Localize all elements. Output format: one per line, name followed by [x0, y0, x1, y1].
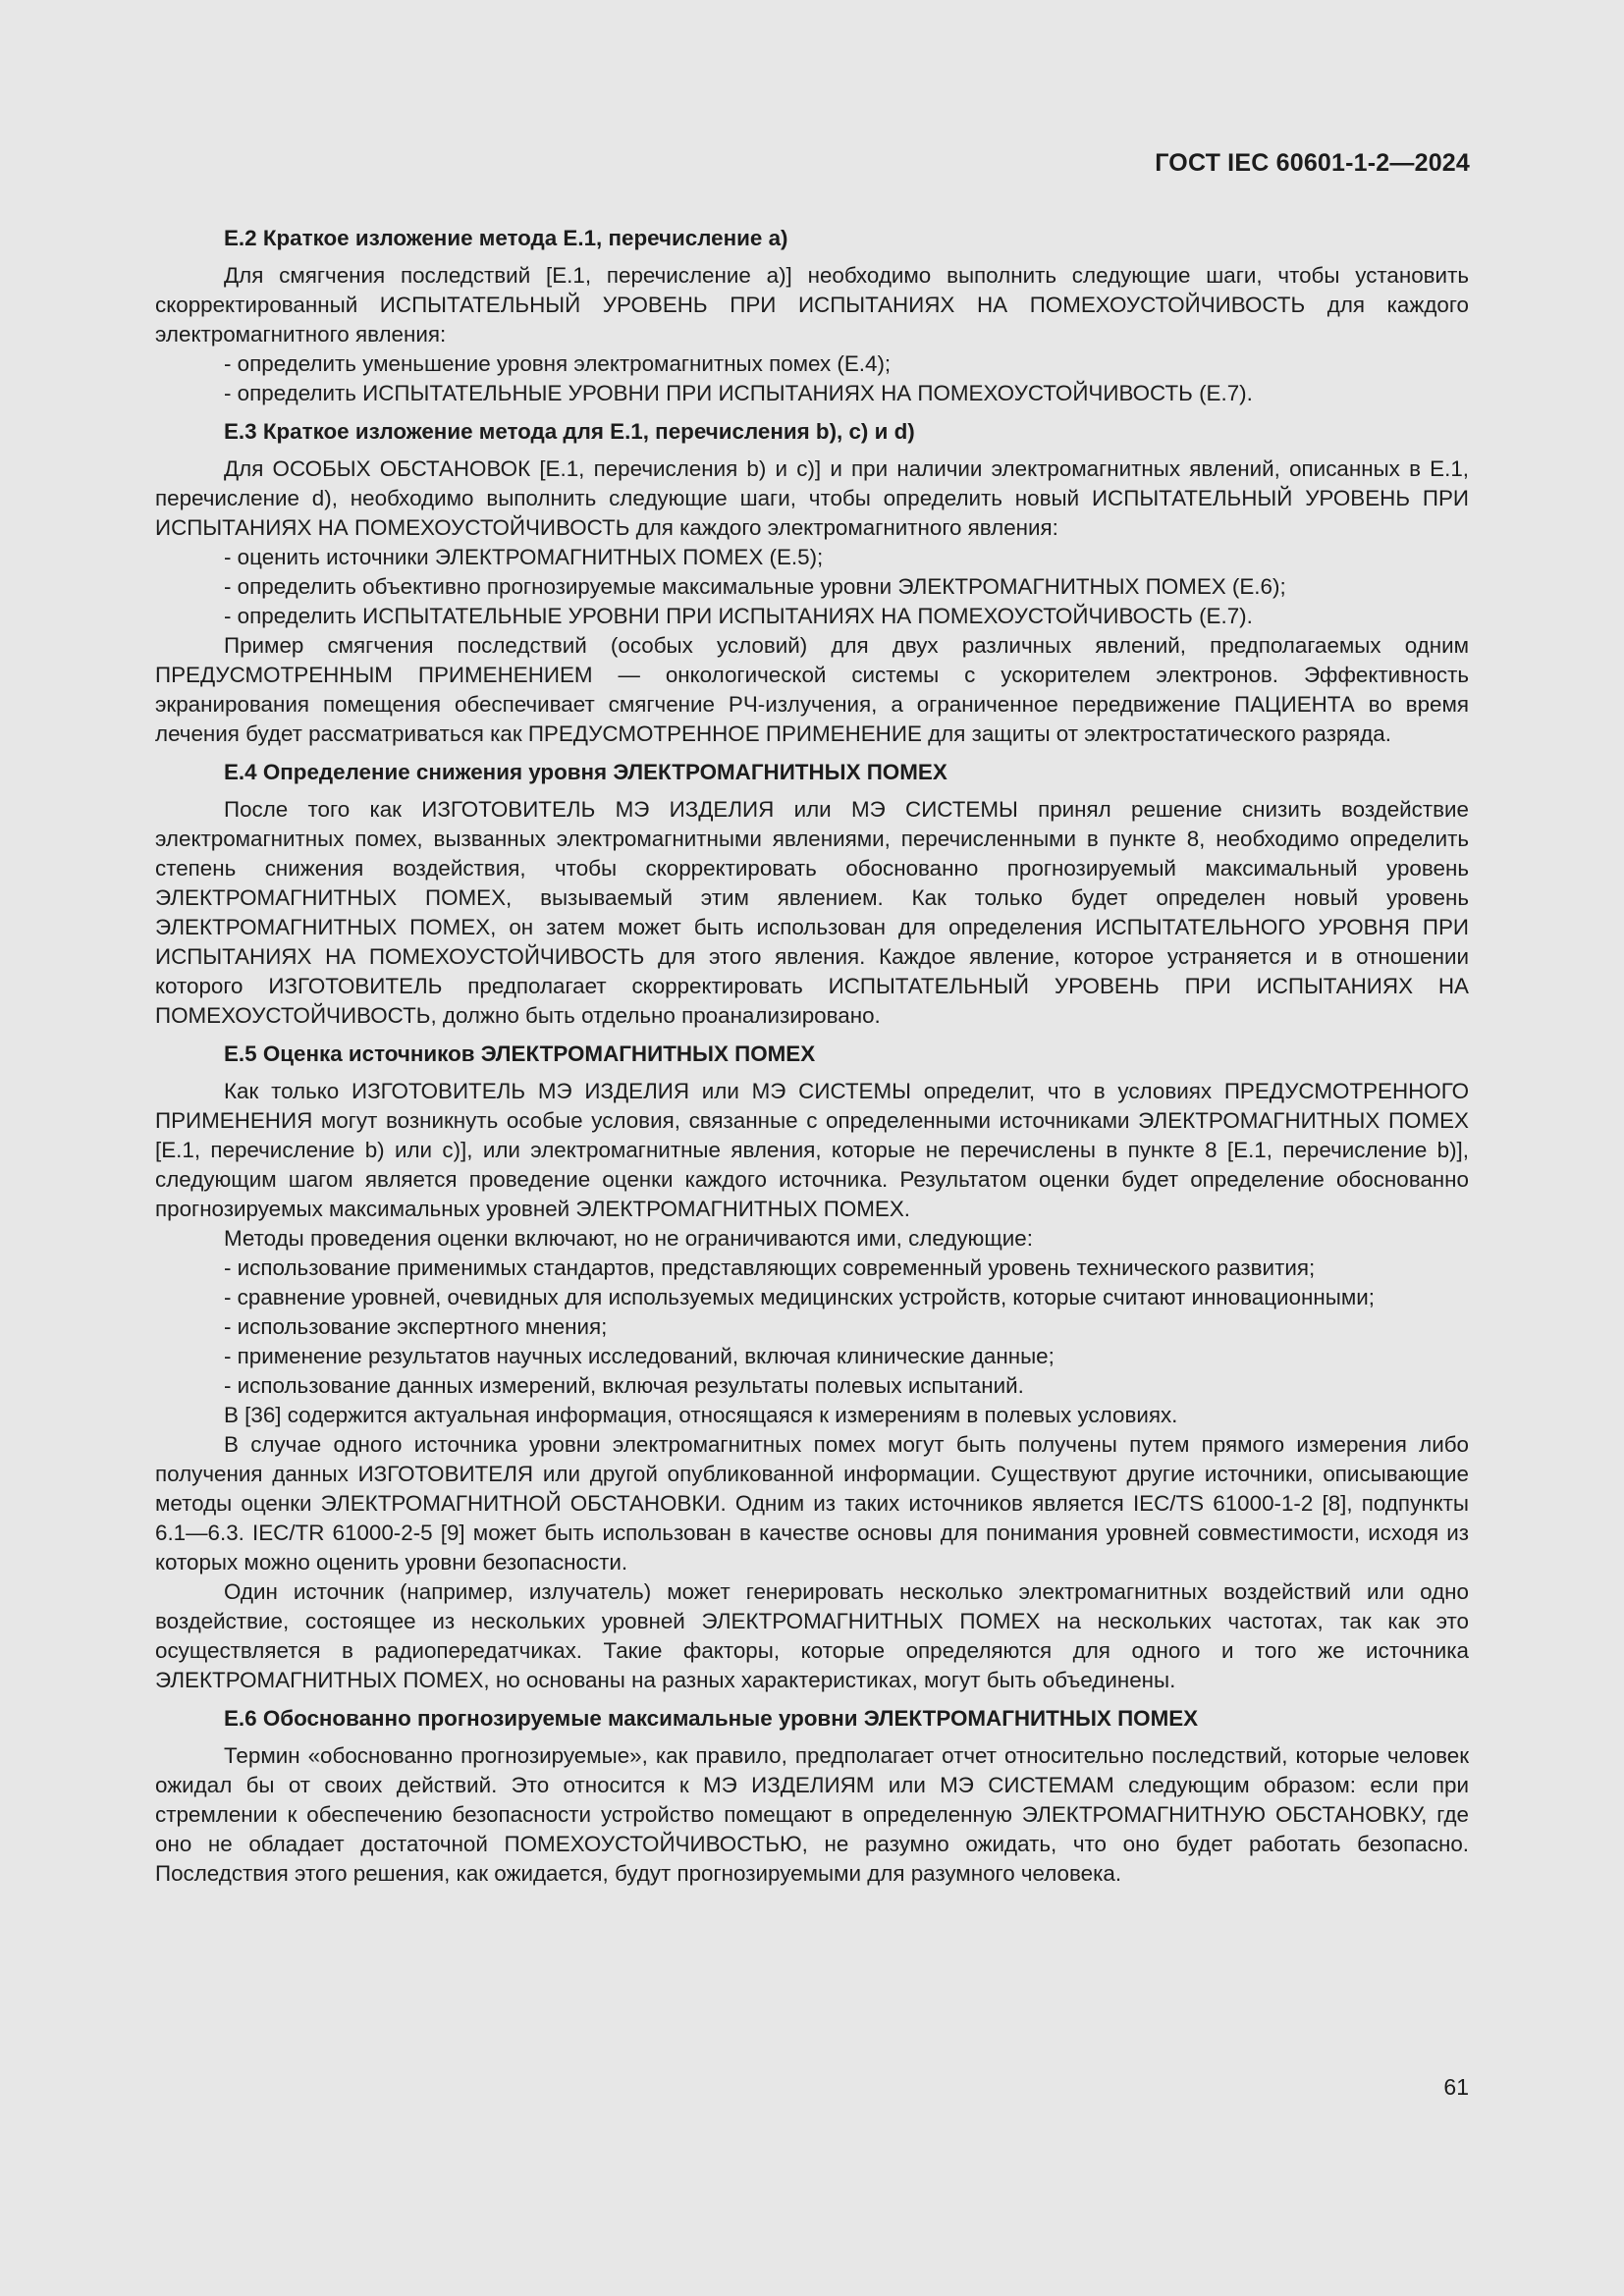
document-body — [155, 224, 1469, 1889]
list-item: - применение результатов научных исследований, включая клинические данные; — [224, 1344, 1055, 1368]
paragraph: Пример смягчения последствий (особых условий) для двух различных явлений, предполагаемых одним ПРЕДУСМОТРЕННЫМ ПРИМЕНЕНИЕМ — онкологической системы с ускорителем электронов. Эффективность экранирования помещения обеспечивает смягчение РЧ-излучения, а ограниченное передвижение ПАЦИЕНТА во время лечения будет рассматриваться как ПРЕДУСМОТРЕННОЕ ПРИМЕНЕНИЕ для защиты от электростатического разряда. — [155, 633, 1469, 746]
section-e6 — [155, 1704, 1469, 1889]
section-e2 — [155, 224, 1469, 408]
list-item: - определить ИСПЫТАТЕЛЬНЫЕ УРОВНИ ПРИ ИСПЫТАНИЯХ НА ПОМЕХОУСТОЙЧИВОСТЬ (Е.7). — [224, 604, 1253, 628]
paragraph: Один источник (например, излучатель) может генерировать несколько электромагнитных воздействий или одно воздействие, состоящее из нескольких уровней ЭЛЕКТРОМАГНИТНЫХ ПОМЕХ на нескольких частотах, так как это осуществляется в радиопередатчиках. Такие факторы, которые определяются для одного и того же источника ЭЛЕКТРОМАГНИТНЫХ ПОМЕХ, но основаны на разных характеристиках, могут быть объединены. — [155, 1579, 1469, 1692]
page-number: 61 — [1443, 2074, 1469, 2100]
paragraph: В [36] содержится актуальная информация, относящаяся к измерениям в полевых условиях. — [224, 1403, 1178, 1427]
list-item: - сравнение уровней, очевидных для используемых медицинских устройств, которые считают инновационными; — [224, 1285, 1375, 1309]
list-item: - определить ИСПЫТАТЕЛЬНЫЕ УРОВНИ ПРИ ИСПЫТАНИЯХ НА ПОМЕХОУСТОЙЧИВОСТЬ (Е.7). — [224, 381, 1253, 405]
list-item: - определить объективно прогнозируемые максимальные уровни ЭЛЕКТРОМАГНИТНЫХ ПОМЕХ (Е.6); — [224, 574, 1286, 599]
list-item: - оценить источники ЭЛЕКТРОМАГНИТНЫХ ПОМЕХ (Е.5); — [224, 545, 824, 569]
paragraph: Методы проведения оценки включают, но не ограничиваются ими, следующие: — [224, 1226, 1033, 1251]
section-heading: Е.2 Краткое изложение метода Е.1, перечисление а) — [224, 226, 788, 250]
list-item: - определить уменьшение уровня электромагнитных помех (Е.4); — [224, 351, 892, 376]
section-heading: Е.6 Обоснованно прогнозируемые максимальные уровни ЭЛЕКТРОМАГНИТНЫХ ПОМЕХ — [224, 1706, 1199, 1731]
section-e4 — [155, 758, 1469, 1031]
document-code: ГОСТ IEC 60601-1-2—2024 — [1155, 149, 1470, 177]
list-item: - использование применимых стандартов, представляющих современный уровень технического развития; — [224, 1255, 1316, 1280]
paragraph: В случае одного источника уровни электромагнитных помех могут быть получены путем прямого измерения либо получения данных ИЗГОТОВИТЕЛЯ или другой опубликованной информации. Существуют другие источники, описывающие методы оценки ЭЛЕКТРОМАГНИТНОЙ ОБСТАНОВКИ. Одним из таких источников является IEC/TS 61000-1-2 [8], подпункты 6.1—6.3. IEC/TR 61000-2-5 [9] может быть использован в качестве основы для понимания уровней совместимости, исходя из которых можно оценить уровни безопасности. — [155, 1432, 1469, 1575]
section-heading: Е.3 Краткое изложение метода для Е.1, перечисления b), с) и d) — [224, 419, 915, 444]
section-e3 — [155, 417, 1469, 749]
section-heading: Е.4 Определение снижения уровня ЭЛЕКТРОМАГНИТНЫХ ПОМЕХ — [224, 760, 947, 784]
list-item: - использование экспертного мнения; — [224, 1314, 608, 1339]
list-item: - использование данных измерений, включая результаты полевых испытаний. — [224, 1373, 1024, 1398]
paragraph: После того как ИЗГОТОВИТЕЛЬ МЭ ИЗДЕЛИЯ или МЭ СИСТЕМЫ принял решение снизить воздействие электромагнитных помех, вызванных электромагнитными явлениями, перечисленными в пункте 8, необходимо определить степень снижения воздействия, чтобы скорректировать обоснованно прогнозируемый максимальный уровень ЭЛЕКТРОМАГНИТНЫХ ПОМЕХ, вызываемый этим явлением. Как только будет определен новый уровень ЭЛЕКТРОМАГНИТНЫХ ПОМЕХ, он затем может быть использован для определения ИСПЫТАТЕЛЬНОГО УРОВНЯ ПРИ ИСПЫТАНИЯХ НА ПОМЕХОУСТОЙЧИВОСТЬ для этого явления. Каждое явление, которое устраняется и в отношении которого ИЗГОТОВИТЕЛЬ предполагает скорректировать ИСПЫТАТЕЛЬНЫЙ УРОВЕНЬ ПРИ ИСПЫТАНИЯХ НА ПОМЕХОУСТОЙЧИВОСТЬ, должно быть отдельно проанализировано. — [155, 797, 1469, 1028]
paragraph: Термин «обоснованно прогнозируемые», как правило, предполагает отчет относительно последствий, которые человек ожидал бы от своих действий. Это относится к МЭ ИЗДЕЛИЯМ или МЭ СИСТЕМАМ следующим образом: если при стремлении к обеспечению безопасности устройство помещают в определенную ЭЛЕКТРОМАГНИТНУЮ ОБСТАНОВКУ, где оно не обладает достаточной ПОМЕХОУСТОЙЧИВОСТЬЮ, не разумно ожидать, что оно будет работать безопасно. Последствия этого решения, как ожидается, будут прогнозируемыми для разумного человека. — [155, 1743, 1469, 1886]
paragraph: Как только ИЗГОТОВИТЕЛЬ МЭ ИЗДЕЛИЯ или МЭ СИСТЕМЫ определит, что в условиях ПРЕДУСМОТРЕННОГО ПРИМЕНЕНИЯ могут возникнуть особые условия, связанные с определенными источниками ЭЛЕКТРОМАГНИТНЫХ ПОМЕХ [Е.1, перечисление b) или с)], или электромагнитные явления, которые не перечислены в пункте 8 [Е.1, перечисление b)], следующим шагом является проведение оценки каждого источника. Результатом оценки будет определение обоснованно прогнозируемых максимальных уровней ЭЛЕКТРОМАГНИТНЫХ ПОМЕХ. — [155, 1079, 1469, 1221]
paragraph: Для ОСОБЫХ ОБСТАНОВОК [Е.1, перечисления b) и с)] и при наличии электромагнитных явлений, описанных в Е.1, перечисление d), необходимо выполнить следующие шаги, чтобы определить новый ИСПЫТАТЕЛЬНЫЙ УРОВЕНЬ ПРИ ИСПЫТАНИЯХ НА ПОМЕХОУСТОЙЧИВОСТЬ для каждого электромагнитного явления: — [155, 456, 1469, 540]
section-e5 — [155, 1040, 1469, 1695]
section-heading: Е.5 Оценка источников ЭЛЕКТРОМАГНИТНЫХ ПОМЕХ — [224, 1041, 816, 1066]
paragraph: Для смягчения последствий [Е.1, перечисление а)] необходимо выполнить следующие шаги, чтобы установить скорректированный ИСПЫТАТЕЛЬНЫЙ УРОВЕНЬ ПРИ ИСПЫТАНИЯХ НА ПОМЕХОУСТОЙЧИВОСТЬ для каждого электромагнитного явления: — [155, 263, 1469, 347]
